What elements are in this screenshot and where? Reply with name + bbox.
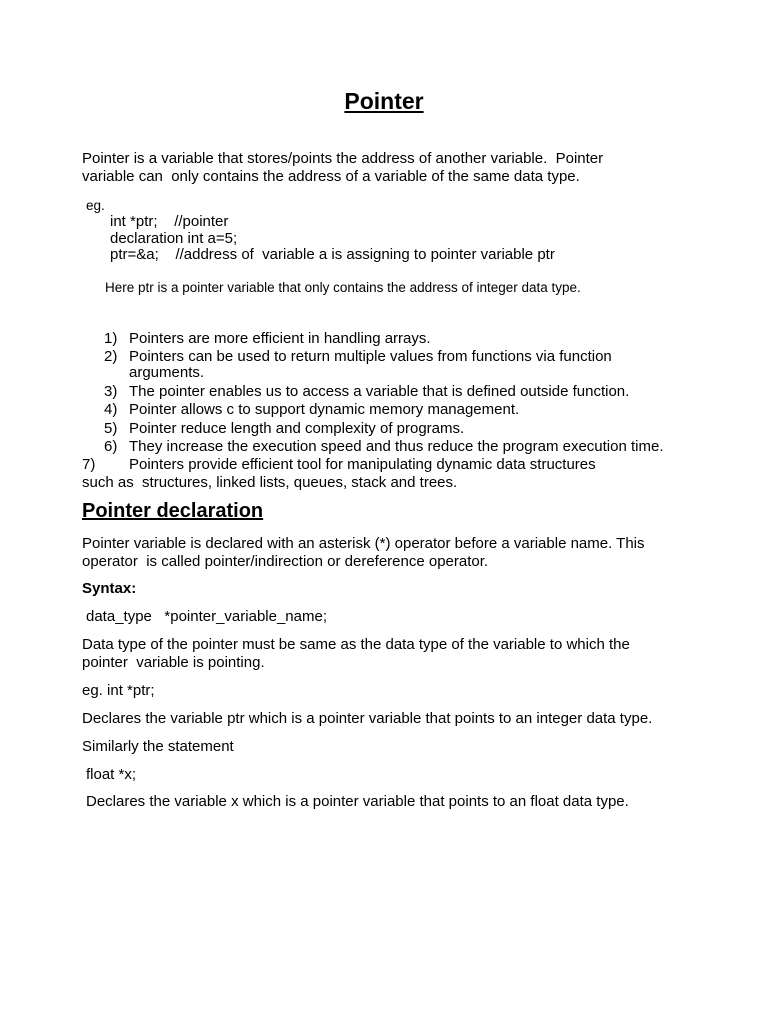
intro-line-1: Pointer is a variable that stores/points the address of another variable. Pointer <box>82 150 604 167</box>
example-line-1: int *ptr; //pointer <box>110 213 229 230</box>
intro-line-2: variable can only contains the address of a variable of the same data type. <box>82 168 580 185</box>
example-int: eg. int *ptr; <box>82 682 155 699</box>
declaration-para-line-1: Pointer variable is declared with an asterisk (*) operator before a variable name. This <box>82 535 645 552</box>
list-item: Pointers can be used to return multiple values from functions via function <box>129 348 612 365</box>
list-item-continuation: arguments. <box>129 364 205 381</box>
example-note: Here ptr is a pointer variable that only contains the address of integer data type. <box>105 280 581 295</box>
list-item: Pointers are more efficient in handling arrays. <box>129 330 431 347</box>
list-number: 3) <box>104 383 118 400</box>
list-number: 7) <box>82 456 96 473</box>
datatype-note-line-1: Data type of the pointer must be same as the data type of the variable to which the <box>82 636 630 653</box>
similarly-text: Similarly the statement <box>82 738 234 755</box>
syntax-code: data_type *pointer_variable_name; <box>86 608 327 625</box>
page-title: Pointer <box>344 88 424 114</box>
list-item: Pointer allows c to support dynamic memory management. <box>129 401 520 418</box>
list-number: 4) <box>104 401 118 418</box>
example-label: eg. <box>86 198 105 213</box>
declaration-para-line-2: operator is called pointer/indirection or dereference operator. <box>82 553 489 570</box>
list-item: The pointer enables us to access a variable that is defined outside function. <box>129 383 630 400</box>
list-number: 2) <box>104 348 118 365</box>
list-item: Pointers provide efficient tool for manipulating dynamic data structures <box>129 456 596 473</box>
example-line-3: ptr=&a; //address of variable a is assigning to pointer variable ptr <box>110 246 555 263</box>
datatype-note-line-2: pointer variable is pointing. <box>82 654 265 671</box>
list-item: Pointer reduce length and complexity of programs. <box>129 420 465 437</box>
example-int-desc: Declares the variable ptr which is a pointer variable that points to an integer data type. <box>82 710 653 727</box>
list-item-continuation: such as structures, linked lists, queues, stack and trees. <box>82 474 458 491</box>
example-float-desc: Declares the variable x which is a pointer variable that points to an float data type. <box>86 793 629 810</box>
list-number: 1) <box>104 330 118 347</box>
example-float: float *x; <box>86 766 137 783</box>
section-heading: Pointer declaration <box>82 500 264 522</box>
syntax-label: Syntax: <box>82 580 137 597</box>
example-line-2: declaration int a=5; <box>110 230 238 247</box>
list-number: 5) <box>104 420 118 437</box>
list-item: They increase the execution speed and thus reduce the program execution time. <box>129 438 664 455</box>
list-number: 6) <box>104 438 118 455</box>
